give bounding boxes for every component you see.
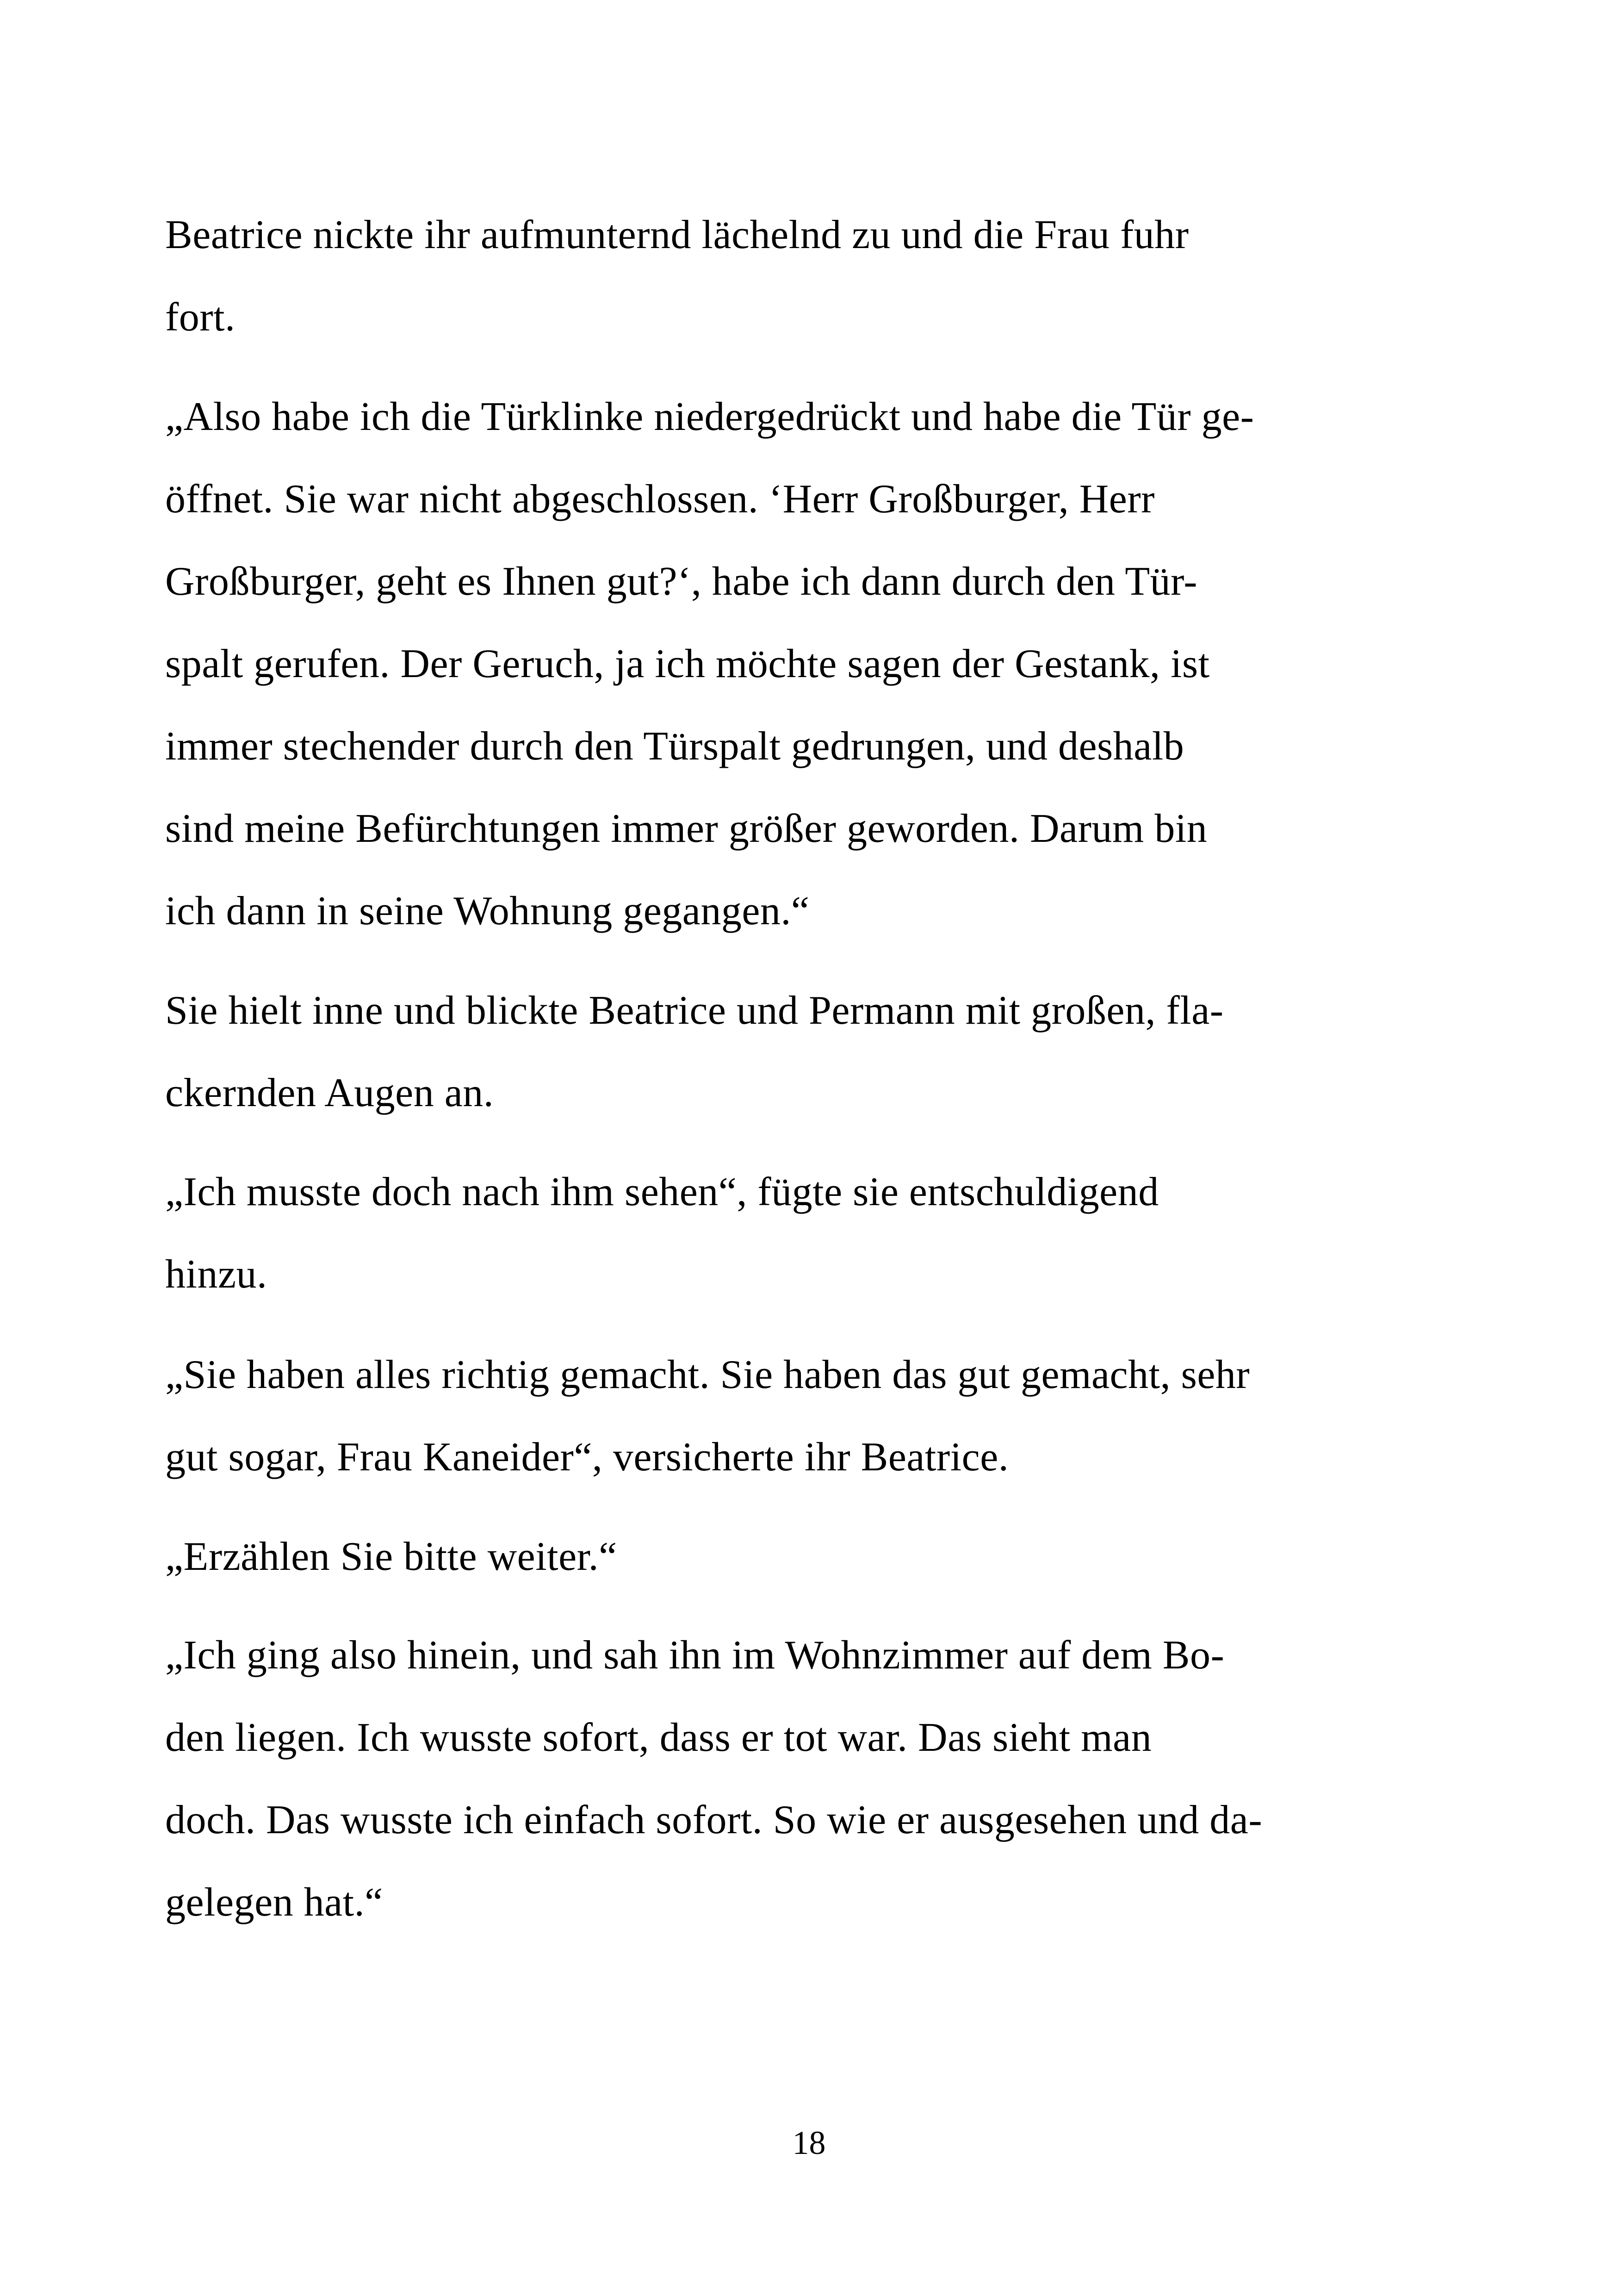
text-line: hinzu.	[165, 1252, 267, 1297]
text-line: Großburger, geht es Ihnen gut?‘, habe ich dann durch den Tür-	[165, 559, 1198, 604]
text-line: ich dann in seine Wohnung gegangen.“	[165, 889, 810, 933]
text-line: den liegen. Ich wusste sofort, dass er tot war. Das sieht man	[165, 1715, 1152, 1760]
text-line: öffnet. Sie war nicht abgeschlossen. ‘Herr Großburger, Herr	[165, 477, 1155, 522]
text-line: „Sie haben alles richtig gemacht. Sie haben das gut gemacht, sehr	[165, 1352, 1250, 1397]
text-line: „Also habe ich die Türklinke niedergedrückt und habe die Tür ge-	[165, 394, 1254, 439]
text-line: immer stechender durch den Türspalt gedrungen, und deshalb	[165, 724, 1184, 769]
text-line: sind meine Befürchtungen immer größer geworden. Darum bin	[165, 806, 1208, 851]
text-line: fort.	[165, 295, 236, 340]
text-line: doch. Das wusste ich einfach sofort. So wie er ausgesehen und da-	[165, 1798, 1263, 1842]
page-number: 18	[792, 2124, 826, 2161]
text-line: „Ich ging also hinein, und sah ihn im Wohnzimmer auf dem Bo-	[165, 1633, 1225, 1678]
text-line: gelegen hat.“	[165, 1880, 383, 1925]
text-line: spalt gerufen. Der Geruch, ja ich möchte sagen der Gestank, ist	[165, 641, 1210, 686]
text-line: „Erzählen Sie bitte weiter.“	[165, 1534, 617, 1579]
text-line: Sie hielt inne und blickte Beatrice und Permann mit großen, fla-	[165, 988, 1224, 1033]
text-line: Beatrice nickte ihr aufmunternd lächelnd zu und die Frau fuhr	[165, 212, 1189, 257]
text-line: ckernden Augen an.	[165, 1070, 494, 1115]
text-line: „Ich musste doch nach ihm sehen“, fügte sie entschuldigend	[165, 1170, 1159, 1214]
text-line: gut sogar, Frau Kaneider“, versicherte ihr Beatrice.	[165, 1435, 1009, 1480]
